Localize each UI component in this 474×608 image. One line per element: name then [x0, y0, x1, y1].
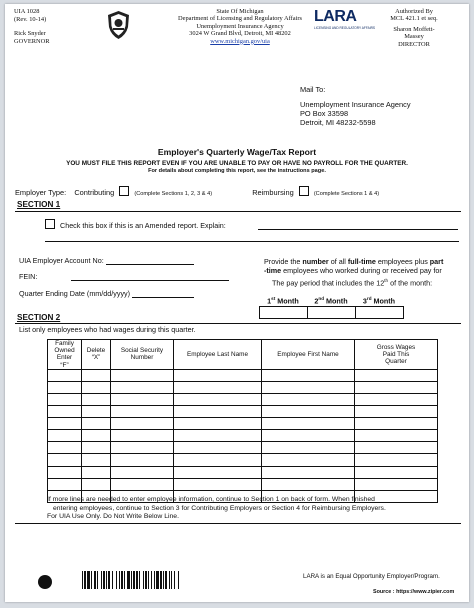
month-2-count-field[interactable]	[308, 307, 356, 319]
provide-text-3: employees plus	[375, 257, 430, 266]
employee-count-instructions	[264, 257, 443, 288]
gross-wages-cell[interactable]	[355, 418, 438, 430]
explain-field-line2[interactable]	[45, 241, 459, 242]
last-name-cell[interactable]	[174, 442, 262, 454]
employee-table-header	[48, 340, 438, 370]
first-name-cell[interactable]	[262, 430, 355, 442]
reimbursing-note: (Complete Sections 1 & 4)	[313, 191, 380, 197]
ssn-cell[interactable]	[111, 381, 174, 393]
last-name-cell[interactable]	[174, 394, 262, 406]
section1-heading: SECTION 1	[17, 200, 61, 209]
col-gross-wages: Gross Wages Paid This Quarter	[355, 340, 438, 370]
header-right-block	[365, 8, 463, 48]
uia-use-rule	[15, 523, 461, 524]
barcode-icon	[82, 571, 226, 589]
ssn-cell[interactable]	[111, 478, 174, 490]
table-row	[48, 406, 438, 418]
first-name-cell[interactable]	[262, 418, 355, 430]
director-title: DIRECTOR	[398, 40, 430, 48]
provide-text-4: employees who worked during or received pay for	[281, 266, 442, 276]
gross-wages-cell[interactable]	[355, 478, 438, 490]
mail-to-line3: Detroit, MI 48232-5598	[300, 118, 376, 127]
ssn-cell[interactable]	[111, 442, 174, 454]
first-name-cell[interactable]	[262, 442, 355, 454]
contributing-note: (Complete Sections 1, 2, 3 & 4)	[134, 191, 213, 197]
mail-to-line2: PO Box 33598	[300, 109, 349, 118]
family-owned-cell[interactable]	[48, 418, 82, 430]
governor-name: Rick Snyder	[14, 30, 46, 38]
form-title: Employer's Quarterly Wage/Tax Report	[157, 147, 317, 157]
last-name-cell[interactable]	[174, 406, 262, 418]
ssn-cell[interactable]	[111, 406, 174, 418]
first-name-cell[interactable]	[262, 369, 355, 381]
form-page	[5, 4, 469, 602]
lara-logo	[314, 8, 376, 30]
last-name-cell[interactable]	[174, 478, 262, 490]
table-row	[48, 381, 438, 393]
last-name-cell[interactable]	[174, 418, 262, 430]
department-name: Department of Licensing and Regulatory Affairs	[178, 15, 302, 23]
instructions-note: For details about completing this report, see the instructions page.	[148, 168, 326, 174]
first-name-cell[interactable]	[262, 478, 355, 490]
mail-to-label: Mail To:	[300, 85, 326, 94]
gross-wages-cell[interactable]	[355, 394, 438, 406]
table-row	[48, 478, 438, 490]
account-label: UIA Employer Account No:	[19, 256, 104, 265]
provide-bold-time: -time	[264, 266, 282, 276]
last-name-cell[interactable]	[174, 466, 262, 478]
table-row	[48, 369, 438, 381]
agency-name: Unemployment Insurance Agency	[196, 22, 284, 30]
agency-website-link[interactable]: www.michigan.gov/uia	[210, 37, 270, 45]
uia-use-only: For UIA Use Only. Do Not Write Below Line.	[47, 513, 179, 521]
gross-wages-cell[interactable]	[355, 381, 438, 393]
col-last-name: Employee Last Name	[174, 340, 262, 370]
family-owned-cell[interactable]	[48, 369, 82, 381]
table-row	[48, 394, 438, 406]
table-row	[48, 430, 438, 442]
reimbursing-label: Reimbursing	[252, 188, 294, 197]
employee-table-body	[48, 369, 438, 502]
first-name-cell[interactable]	[262, 381, 355, 393]
account-row	[19, 255, 194, 265]
col-family-owned: Family Owned Enter “F”	[48, 340, 82, 370]
provide-text-6: of the month:	[388, 278, 433, 288]
section2-subtitle: List only employees who had wages during this quarter.	[19, 325, 196, 334]
authorized-by: Authorized By	[395, 8, 433, 15]
quarter-row	[19, 288, 194, 298]
delete-cell[interactable]	[82, 394, 111, 406]
gross-wages-cell[interactable]	[355, 442, 438, 454]
statute-reference: MCL 421.1 et seq.	[390, 15, 438, 23]
continuation-note-line1: If more lines are needed to enter employee information, continue to Section 1 on back of form. When finished	[47, 496, 375, 503]
fein-label: FEIN:	[19, 272, 38, 281]
mail-to-line1: Unemployment Insurance Agency	[300, 100, 411, 109]
first-name-cell[interactable]	[262, 394, 355, 406]
provide-bold-part: part	[429, 257, 444, 266]
month-3-header: 3rd Month	[362, 296, 396, 306]
month-1-count-field[interactable]	[260, 307, 308, 319]
col-first-name: Employee First Name	[262, 340, 355, 370]
amended-row	[45, 219, 226, 230]
month-3-count-field[interactable]	[356, 307, 404, 319]
registration-dot	[38, 575, 52, 589]
delete-cell[interactable]	[82, 381, 111, 393]
state-seal-icon	[106, 10, 131, 40]
form-revision: (Rev. 10-14)	[14, 15, 47, 23]
must-file-notice: YOU MUST FILE THIS REPORT EVEN IF YOU ARE UNABLE TO PAY OR HAVE NO PAYROLL FOR THE QUARTER.	[66, 160, 408, 167]
family-owned-cell[interactable]	[48, 442, 82, 454]
ssn-cell[interactable]	[111, 418, 174, 430]
first-name-cell[interactable]	[262, 454, 355, 466]
quarter-label: Quarter Ending Date (mm/dd/yyyy)	[19, 289, 131, 298]
director-name-line2: Massey	[404, 33, 424, 41]
last-name-cell[interactable]	[174, 369, 262, 381]
fein-row	[19, 271, 229, 281]
family-owned-cell[interactable]	[48, 381, 82, 393]
provide-text-1: Provide the	[264, 257, 303, 266]
lara-logo-word: LARA	[314, 8, 357, 25]
ssn-cell[interactable]	[111, 430, 174, 442]
family-owned-cell[interactable]	[48, 394, 82, 406]
month-1-header: 1st Month	[267, 296, 299, 306]
section1-rule	[15, 211, 461, 212]
col-delete: Delete “X”	[82, 340, 111, 370]
ssn-cell[interactable]	[111, 369, 174, 381]
last-name-cell[interactable]	[174, 454, 262, 466]
account-number-field[interactable]	[106, 255, 194, 265]
family-owned-cell[interactable]	[48, 406, 82, 418]
table-row	[48, 466, 438, 478]
ssn-cell[interactable]	[111, 466, 174, 478]
header-left-block	[14, 8, 50, 45]
employer-type-row	[15, 186, 379, 197]
delete-cell[interactable]	[82, 478, 111, 490]
reimbursing-checkbox[interactable]	[299, 186, 309, 196]
governor-title: GOVERNOR	[14, 37, 50, 45]
delete-cell[interactable]	[82, 454, 111, 466]
provide-bold-number: number	[302, 257, 329, 266]
delete-cell[interactable]	[82, 430, 111, 442]
agency-address: 3024 W Grand Blvd, Detroit, MI 48202	[189, 30, 291, 38]
ssn-cell[interactable]	[111, 454, 174, 466]
mail-to-block	[300, 85, 411, 127]
section2-heading: SECTION 2	[17, 313, 61, 322]
delete-cell[interactable]	[82, 418, 111, 430]
last-name-cell[interactable]	[174, 430, 262, 442]
equal-opportunity-note: LARA is an Equal Opportunity Employer/Program.	[303, 573, 440, 580]
ssn-cell[interactable]	[111, 394, 174, 406]
lara-logo-tagline: LICENSING AND REGULATORY AFFAIRS	[314, 26, 376, 30]
fein-field[interactable]	[71, 271, 229, 281]
gross-wages-cell[interactable]	[355, 466, 438, 478]
quarter-date-field[interactable]	[132, 288, 194, 298]
family-owned-cell[interactable]	[48, 478, 82, 490]
delete-cell[interactable]	[82, 406, 111, 418]
continuation-note	[47, 496, 451, 522]
monthly-employee-count-grid	[259, 306, 404, 319]
family-owned-cell[interactable]	[48, 466, 82, 478]
gross-wages-cell[interactable]	[355, 430, 438, 442]
section2-rule	[15, 323, 461, 324]
employee-wage-table	[47, 339, 438, 503]
table-row	[48, 454, 438, 466]
header-center-block	[165, 8, 315, 45]
month-2-header: 2nd Month	[314, 296, 348, 306]
provide-text-5: The pay period that includes the 12	[272, 278, 385, 288]
state-name: State Of Michigan	[216, 8, 264, 15]
provide-sup-th: th	[384, 277, 389, 283]
provide-text-2: of all	[328, 257, 348, 266]
explain-field[interactable]	[258, 229, 458, 230]
first-name-cell[interactable]	[262, 406, 355, 418]
gross-wages-cell[interactable]	[355, 406, 438, 418]
family-owned-cell[interactable]	[48, 454, 82, 466]
gross-wages-cell[interactable]	[355, 454, 438, 466]
gross-wages-cell[interactable]	[355, 369, 438, 381]
month-header-row	[259, 296, 403, 305]
employer-type-label: Employer Type:	[15, 188, 67, 197]
contributing-label: Contributing	[74, 188, 115, 197]
col-ssn: Social Security Number	[111, 340, 174, 370]
last-name-cell[interactable]	[174, 381, 262, 393]
table-row	[48, 442, 438, 454]
continuation-note-line2: entering employees, continue to Section 3 for Contributing Employers or Section 4 for Reimbursing Employers.	[53, 504, 386, 512]
delete-cell[interactable]	[82, 442, 111, 454]
delete-cell[interactable]	[82, 369, 111, 381]
provide-bold-fulltime: full-time	[347, 257, 376, 266]
source-credit: Source : https://www.zipier.com	[373, 589, 455, 595]
form-id: UIA 1028	[14, 8, 40, 15]
amended-checkbox[interactable]	[45, 219, 55, 229]
table-row	[48, 418, 438, 430]
contributing-checkbox[interactable]	[119, 186, 129, 196]
director-name-line1: Sharon Moffett-	[393, 25, 435, 33]
first-name-cell[interactable]	[262, 466, 355, 478]
amended-label: Check this box if this is an Amended report. Explain:	[60, 221, 226, 230]
delete-cell[interactable]	[82, 466, 111, 478]
family-owned-cell[interactable]	[48, 430, 82, 442]
